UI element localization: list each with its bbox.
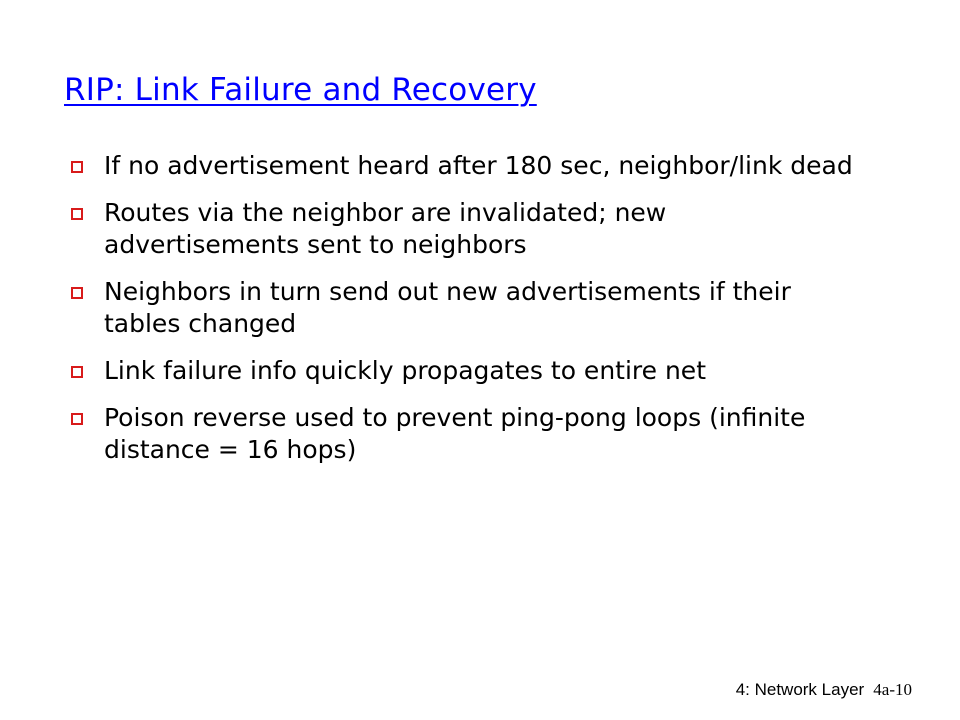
- slide-title: RIP: Link Failure and Recovery: [64, 72, 537, 108]
- bullet-item: [68, 150, 858, 182]
- bullet-text: Routes via the neighbor are invalidated; new advertisements sent to neighbors: [104, 198, 667, 259]
- slide-footer: [736, 680, 912, 700]
- checkbox-icon: [71, 161, 83, 173]
- bullet-text: Neighbors in turn send out new advertisements if their tables changed: [104, 277, 791, 338]
- bullet-text: Link failure info quickly propagates to entire net: [104, 356, 706, 385]
- checkbox-icon: [71, 208, 83, 220]
- bullet-item: [68, 276, 858, 340]
- bullet-text: If no advertisement heard after 180 sec, neighbor/link dead: [104, 151, 853, 180]
- bullet-text: Poison reverse used to prevent ping-pong loops (infinite distance = 16 hops): [104, 403, 806, 464]
- bullet-item: [68, 355, 858, 387]
- checkbox-icon: [71, 366, 83, 378]
- footer-section-label: 4: Network Layer: [735, 680, 865, 699]
- bullet-list: [68, 150, 858, 481]
- bullet-item: [68, 197, 858, 261]
- footer-page-number: 4a-10: [873, 680, 912, 699]
- bullet-item: [68, 402, 858, 466]
- checkbox-icon: [71, 287, 83, 299]
- checkbox-icon: [71, 413, 83, 425]
